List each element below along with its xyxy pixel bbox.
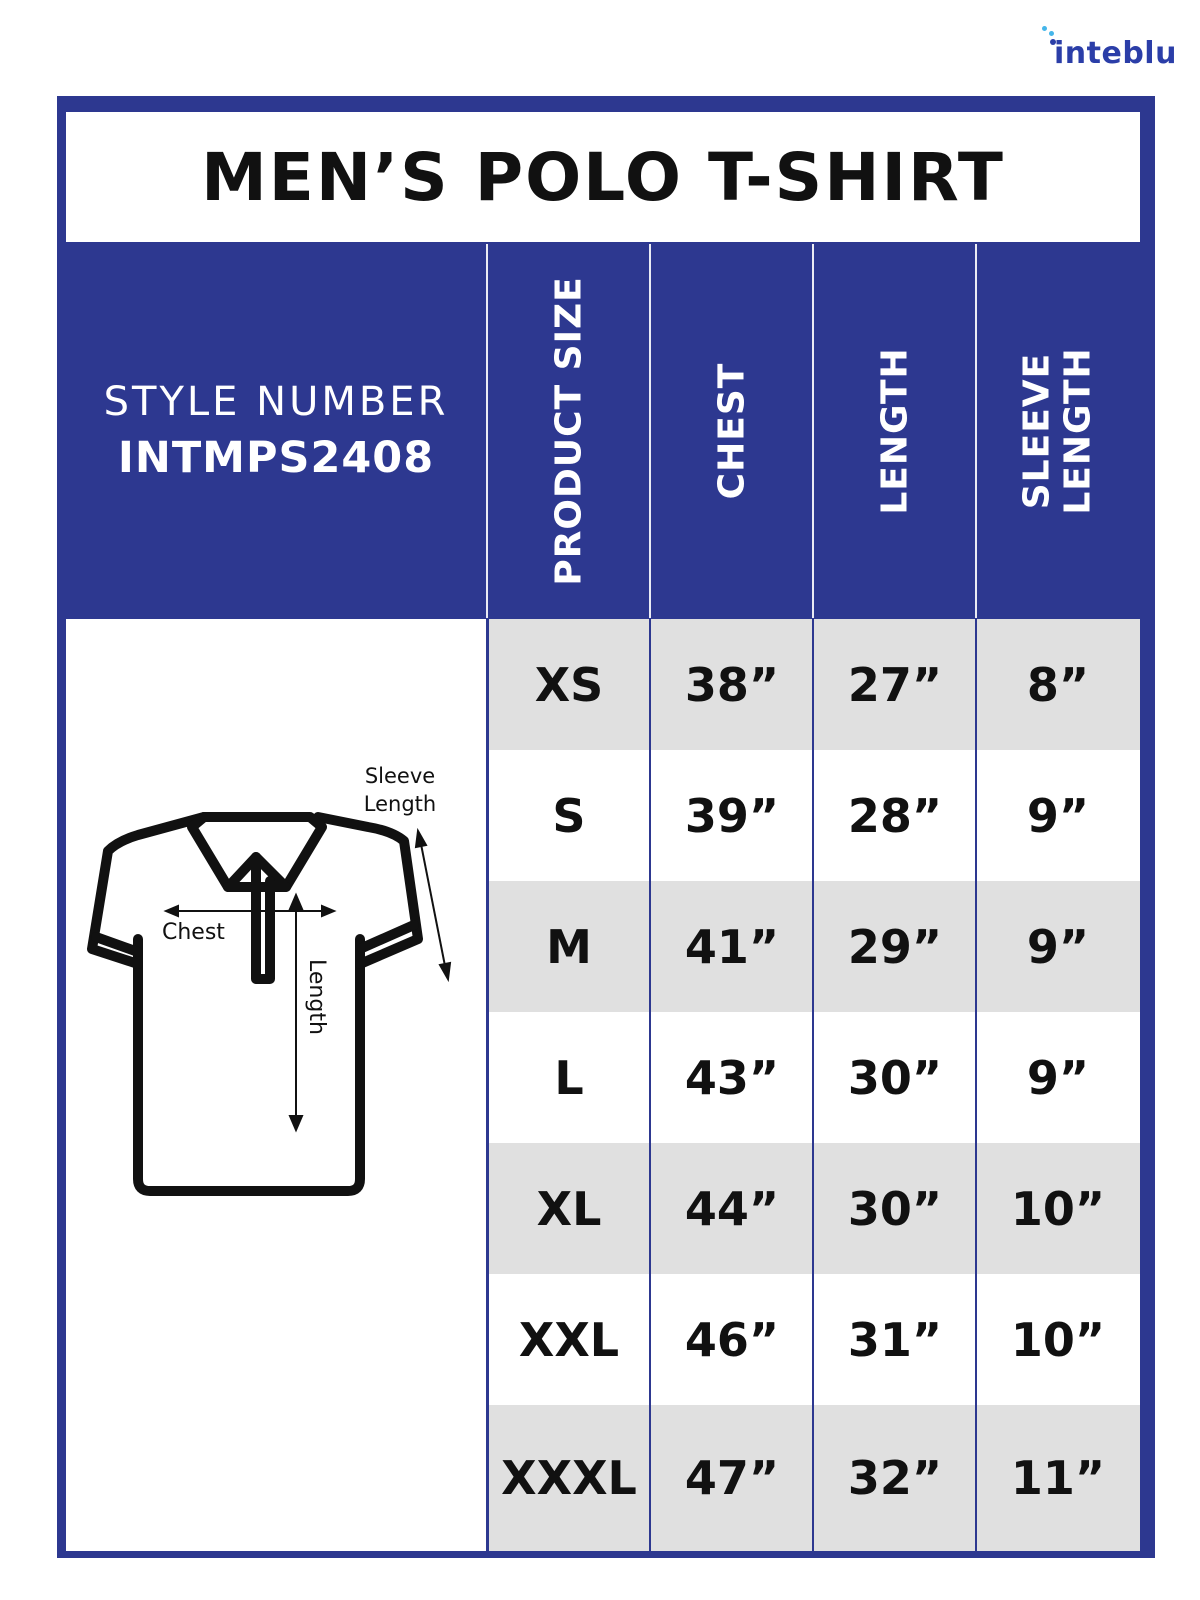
cell-chest: 44” bbox=[684, 1181, 780, 1236]
header-length-label: LENGTH bbox=[874, 347, 916, 515]
table-row bbox=[489, 1405, 1140, 1551]
table-row bbox=[489, 1143, 1140, 1274]
cell-size: XS bbox=[534, 657, 604, 712]
cell-size: XXXL bbox=[501, 1451, 637, 1505]
table-row bbox=[489, 619, 1140, 750]
header-chest-label: CHEST bbox=[711, 362, 753, 500]
cell-sleeve: 9” bbox=[1026, 919, 1090, 974]
header-sleeve-length-label bbox=[1017, 347, 1100, 514]
cell-size: XL bbox=[536, 1181, 602, 1236]
cell-length: 27” bbox=[847, 657, 943, 712]
header-product-size bbox=[489, 244, 649, 618]
logo-dot bbox=[1042, 26, 1047, 31]
header-chest bbox=[652, 244, 812, 618]
cell-size: S bbox=[552, 788, 586, 843]
style-number-label: STYLE NUMBER bbox=[103, 379, 449, 425]
cell-sleeve: 10” bbox=[1010, 1181, 1106, 1236]
cell-length: 32” bbox=[847, 1451, 943, 1505]
length-label: Length bbox=[304, 959, 329, 1035]
cell-chest: 39” bbox=[684, 788, 780, 843]
header-sleeve-line1: SLEEVE bbox=[1016, 352, 1058, 510]
header-sleeve-line2: LENGTH bbox=[1058, 347, 1099, 515]
table-row bbox=[489, 750, 1140, 881]
cell-length: 29” bbox=[847, 919, 943, 974]
header-divider bbox=[975, 244, 977, 618]
sleeve-length-label-line2: Length bbox=[363, 792, 437, 816]
cell-chest: 47” bbox=[684, 1451, 780, 1505]
cell-chest: 46” bbox=[684, 1312, 780, 1367]
polo-shirt-icon bbox=[66, 619, 486, 1551]
table-divider bbox=[812, 619, 814, 1551]
size-table bbox=[489, 619, 1140, 1551]
header-divider bbox=[649, 244, 651, 618]
cell-length: 31” bbox=[847, 1312, 943, 1367]
style-number-value: INTMPS2408 bbox=[117, 433, 435, 483]
brand-name: inteblu bbox=[1054, 36, 1177, 71]
cell-length: 30” bbox=[847, 1050, 943, 1105]
title-box bbox=[66, 112, 1140, 242]
cell-chest: 43” bbox=[684, 1050, 780, 1105]
header-divider bbox=[486, 244, 488, 618]
cell-length: 28” bbox=[847, 788, 943, 843]
cell-sleeve: 9” bbox=[1026, 788, 1090, 843]
cell-size: L bbox=[554, 1050, 584, 1105]
cell-chest: 38” bbox=[684, 657, 780, 712]
polo-diagram-area bbox=[66, 619, 486, 1551]
chest-label: Chest bbox=[162, 920, 225, 945]
table-row bbox=[489, 1012, 1140, 1143]
cell-size: XXL bbox=[518, 1312, 620, 1367]
table-divider bbox=[486, 619, 488, 1551]
header-length bbox=[815, 244, 975, 618]
cell-sleeve: 8” bbox=[1026, 657, 1090, 712]
sleeve-length-label-line1: Sleeve bbox=[364, 764, 436, 788]
header-sleeve-length bbox=[978, 244, 1138, 618]
header-divider bbox=[812, 244, 814, 618]
header-product-size-label: PRODUCT SIZE bbox=[548, 276, 590, 586]
table-divider bbox=[649, 619, 651, 1551]
cell-sleeve: 10” bbox=[1010, 1312, 1106, 1367]
cell-chest: 41” bbox=[684, 919, 780, 974]
cell-size: M bbox=[546, 919, 592, 974]
table-divider bbox=[975, 619, 977, 1551]
page-title: MEN’S POLO T-SHIRT bbox=[201, 138, 1005, 216]
cell-length: 30” bbox=[847, 1181, 943, 1236]
cell-sleeve: 9” bbox=[1026, 1050, 1090, 1105]
style-number-block bbox=[66, 244, 486, 618]
cell-sleeve: 11” bbox=[1010, 1451, 1106, 1505]
brand-logo bbox=[1040, 26, 1190, 76]
table-row bbox=[489, 1274, 1140, 1405]
table-row bbox=[489, 881, 1140, 1012]
